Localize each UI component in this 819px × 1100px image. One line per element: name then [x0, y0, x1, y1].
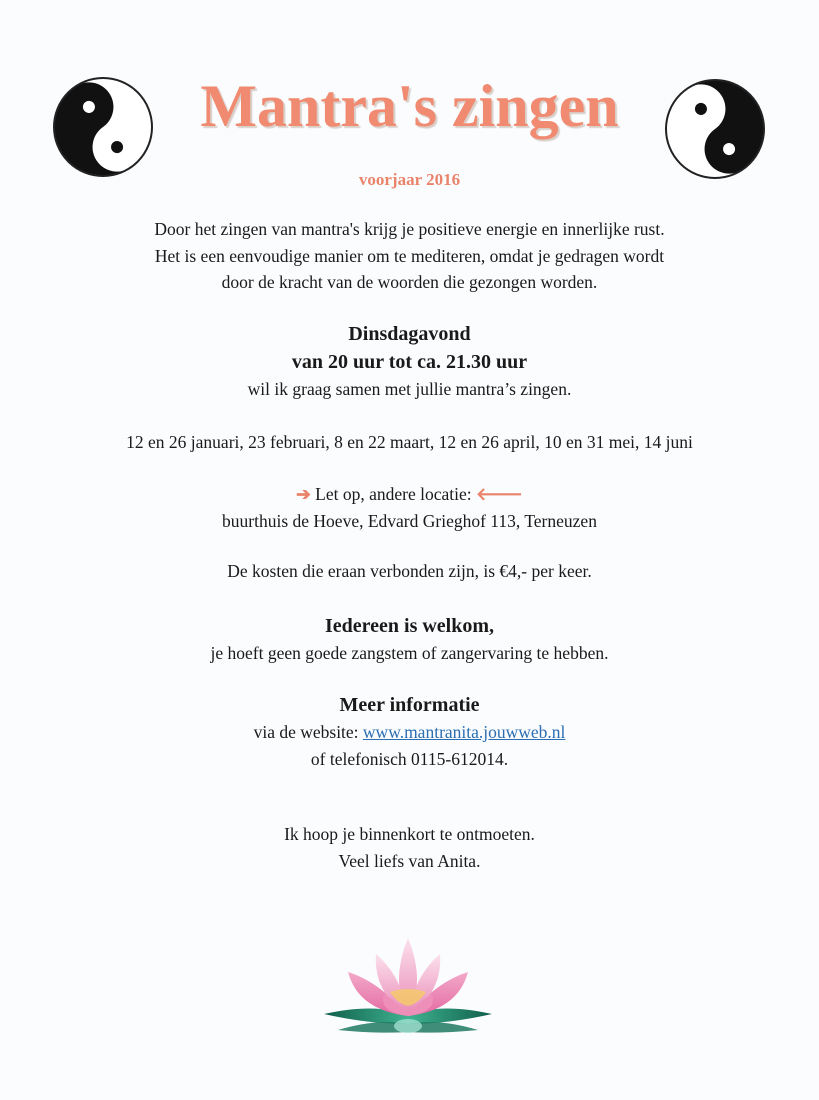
lotus-flower-icon: [318, 932, 498, 1052]
season-subtitle: voorjaar 2016: [358, 170, 461, 189]
location-address: buurthuis de Hoeve, Edvard Grieghof 113, Terneuzen: [222, 510, 597, 531]
schedule-block: [0, 320, 819, 402]
website-prefix: via de website:: [253, 722, 359, 742]
schedule-time: van 20 uur tot ca. 21.30 uur: [291, 351, 528, 373]
website-line: [0, 719, 819, 746]
page-title: Mantra's zingen: [200, 73, 619, 139]
welcome-block: [0, 612, 819, 667]
intro-line: door de kracht van de woorden die gezongen worden.: [221, 272, 598, 292]
info-heading: Meer informatie: [339, 694, 480, 716]
intro-line: Door het zingen van mantra's krijg je positieve energie en innerlijke rust.: [154, 219, 665, 239]
location-block: [0, 481, 819, 534]
website-link[interactable]: www.mantranita.jouwweb.nl: [362, 722, 566, 742]
schedule-day: Dinsdagavond: [348, 323, 471, 345]
signature-line: Veel liefs van Anita.: [338, 850, 481, 871]
welcome-text: je hoeft geen goede zangstem of zangervaring te hebben.: [210, 643, 609, 663]
schedule-dates: 12 en 26 januari, 23 februari, 8 en 22 maart, 12 en 26 april, 10 en 31 mei, 14 juni: [126, 432, 693, 452]
info-block: [0, 691, 819, 772]
closing-line: Ik hoop je binnenkort te ontmoeten.: [284, 824, 535, 844]
welcome-heading: Iedereen is welkom,: [324, 615, 495, 637]
location-notice-line: [0, 481, 819, 508]
cost-text: De kosten die eraan verbonden zijn, is €4,- per keer.: [227, 561, 592, 581]
schedule-invite: wil ik graag samen met jullie mantra’s zingen.: [247, 379, 572, 399]
intro-line: Het is een eenvoudige manier om te mediteren, omdat je gedragen wordt: [154, 245, 665, 266]
arrow-left-icon: 🡐: [475, 484, 523, 504]
location-notice: Let op, andere locatie:: [315, 484, 472, 504]
phone-line: of telefonisch 0115-612014.: [310, 748, 509, 769]
closing-block: [0, 821, 819, 874]
arrow-right-icon: ➔: [296, 484, 311, 504]
intro-text: [0, 216, 819, 296]
